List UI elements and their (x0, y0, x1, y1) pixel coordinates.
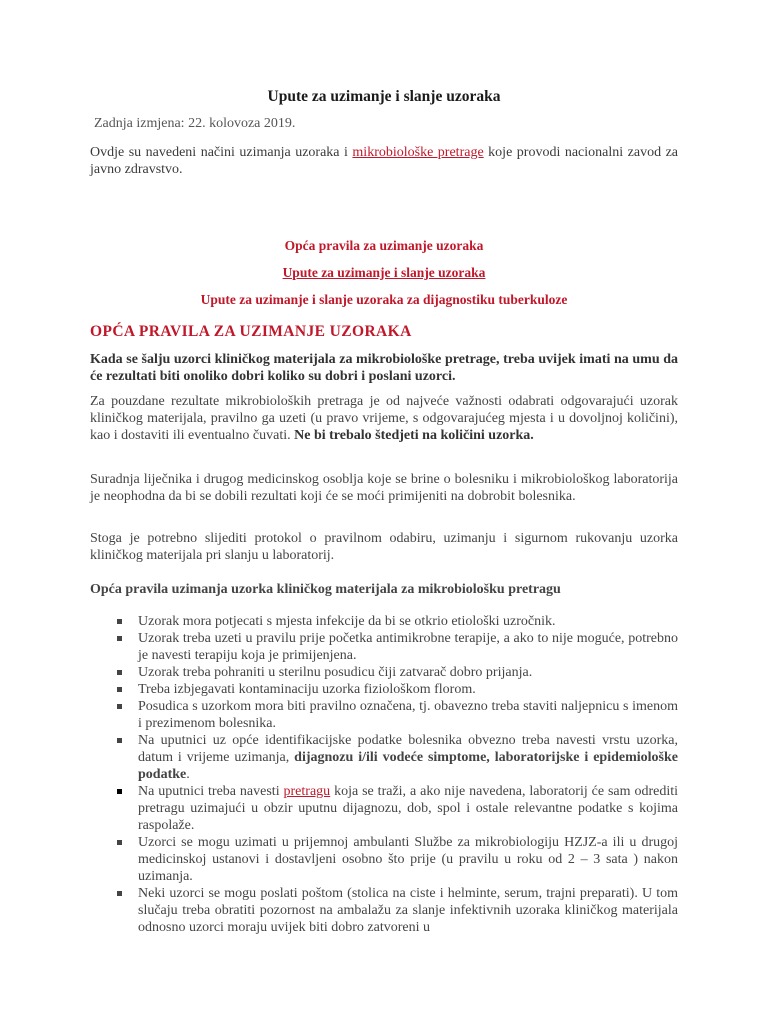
list-item-text: Uzorak treba uzeti u pravilu prije početka antimikrobne terapije, a ako to nije moguće, potrebno je navesti terapiju koja je primijenjena. (138, 631, 678, 663)
list-item-text: Uzorci se mogu uzimati u prijemnoj ambulanti Službe za mikrobiologiju HZJZ-a ili u drugoj medicinskoj ustanovi i dostavljeni osobno što prije (u pravilu u roku od 2 – 3 sata ) nakon uzimanja. (138, 835, 678, 884)
list-item-text: Uzorak mora potjecati s mjesta infekcije da bi se otkrio etiološki uzročnik. (138, 614, 556, 629)
paragraph-2-text: Za pouzdane rezultate mikrobioloških pretraga je od najveće važnosti odabrati odgovarajući uzorak kliničkog materijala, pravilno ga uzeti (u pravo vrijeme, s odgovarajućeg mjesta i u dovoljnoj količini), kao i dostaviti ili eventualno čuvati. (90, 394, 678, 443)
list-item-text: Uzorak treba pohraniti u sterilnu posudicu čiji zatvarač dobro prijanja. (138, 665, 533, 680)
intro-text-end: koje provodi nacionalni zavod za javno zdravstvo. (90, 145, 678, 177)
bullet-icon (117, 840, 122, 845)
bullet-icon (117, 619, 122, 624)
paragraph-4: Stoga je potrebno slijediti protokol o pravilnom odabiru, uzimanju i sigurnom rukovanju uzorka kliničkog materijala pri slanju u laboratorij. (90, 531, 678, 563)
paragraph-3: Suradnja liječnika i drugog medicinskog osoblja koje se brine o bolesniku i mikrobiološkog laboratorija je neophodna da bi se dobili rezultati koji će se moći primijeniti na dobrobit bolesnika. (90, 472, 678, 504)
list-item (90, 698, 678, 732)
list-item (90, 885, 678, 936)
list-item (90, 732, 678, 783)
list-item (90, 681, 678, 698)
toc-link-instructions[interactable]: Upute za uzimanje i slanje uzoraka (282, 265, 486, 280)
last-updated: Zadnja izmjena: 22. kolovoza 2019. (94, 116, 296, 131)
list-item-text: Na uputnici uz opće identifikacijske podatke bolesnika obvezno treba navesti vrstu uzorka, datum i vrijeme uzimanja, (138, 733, 678, 765)
list-item-text-end: koja se traži, a ako nije navedena, laboratorij će sam odrediti pretragu uzimajući u obzir uputnu dijagnozu, dob, spol i ostale relevantne podatke s kojima raspolaže. (138, 784, 679, 833)
intro-text: Ovdje su navedeni načini uzimanja uzoraka i (90, 145, 353, 160)
section-heading: OPĆA PRAVILA ZA UZIMANJE UZORAKA (90, 323, 412, 340)
list-item-bold: dijagnozu i/ili vodeće simptome, laboratorijske i epidemiološke podatke (138, 750, 678, 782)
rules-list (90, 613, 678, 936)
toc-link-general-rules[interactable]: Opća pravila za uzimanje uzoraka (284, 238, 484, 253)
list-item-text: Posudica s uzorkom mora biti pravilno označena, tj. obavezno treba staviti naljepnicu s imenom i prezimenom bolesnika. (138, 699, 678, 731)
paragraph-2 (90, 393, 678, 444)
list-item (90, 613, 678, 630)
list-item-text: Treba izbjegavati kontaminaciju uzorka fiziološkom florom. (138, 682, 476, 697)
list-item-text: Na uputnici treba navesti (138, 784, 284, 799)
intro-paragraph (90, 144, 678, 178)
bullet-icon (117, 704, 122, 709)
list-item-end: . (186, 767, 190, 782)
link-microbiology-tests[interactable]: mikrobiološke pretrage (352, 145, 484, 160)
paragraph-1 (90, 351, 678, 385)
toc-link-tuberculosis[interactable]: Upute za uzimanje i slanje uzoraka za dijagnostiku tuberkuloze (200, 292, 568, 307)
bullet-icon (117, 789, 122, 794)
link-test[interactable]: pretragu (283, 784, 331, 799)
list-item (90, 664, 678, 681)
bullet-icon (117, 636, 122, 641)
rules-subheading: Opća pravila uzimanja uzorka kliničkog materijala za mikrobiološku pretragu (90, 582, 561, 597)
list-item (90, 834, 678, 885)
list-item (90, 630, 678, 664)
bullet-icon (117, 891, 122, 896)
bullet-icon (117, 687, 122, 692)
page-title: Upute za uzimanje i slanje uzoraka (267, 88, 501, 105)
list-item-text: Neki uzorci se mogu poslati poštom (stolica na ciste i helminte, serum, trajni preparati). U tom slučaju treba obratiti pozornost na ambalažu za slanje infektivnih uzoraka kliničkog materijala odnosno uzorci moraju uvijek biti dobro zatvoreni u (138, 886, 678, 935)
paragraph-1-bold: Kada se šalju uzorci kliničkog materijala za mikrobiološke pretrage, treba uvijek imati na umu da će rezultati biti onoliko dobri koliko su dobri i poslani uzorci. (90, 352, 678, 384)
paragraph-2-bold: Ne bi trebalo štedjeti na količini uzorka. (294, 428, 534, 443)
bullet-icon (117, 738, 122, 743)
list-item (90, 783, 678, 834)
bullet-icon (117, 670, 122, 675)
